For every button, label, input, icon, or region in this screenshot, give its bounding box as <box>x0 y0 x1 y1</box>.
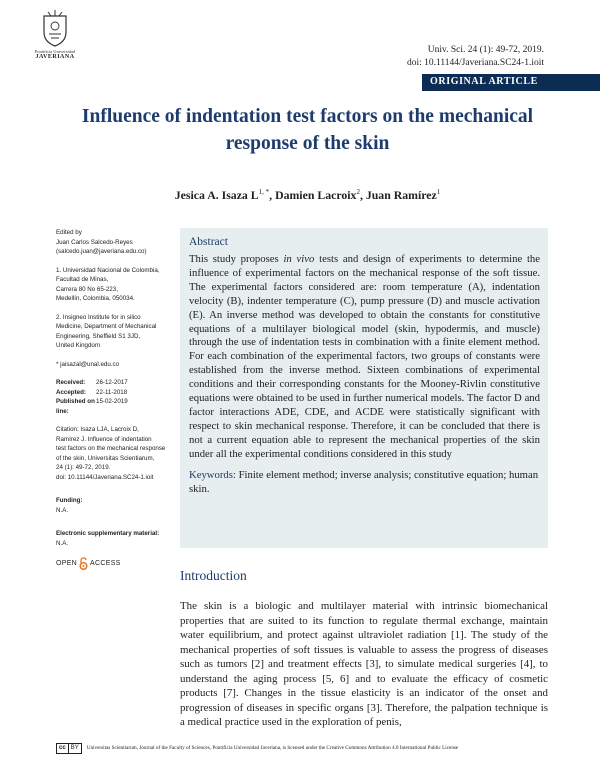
affiliation-line: 2. Insigneo Institute for in silico <box>56 313 141 321</box>
published-date: 15-02-2019 <box>96 398 128 405</box>
abstract-italic-term: in vivo <box>283 253 315 265</box>
accepted-label: Accepted: <box>56 388 86 396</box>
open-access-right: ACCESS <box>90 559 121 567</box>
citation-block <box>56 425 171 482</box>
citation-line: Citation: Isaza LJA, Lacroix D, <box>56 426 139 433</box>
author-name: Jesica A. Isaza L <box>174 188 259 202</box>
supplementary-label: Electronic supplementary material: <box>56 530 160 537</box>
dates-block <box>56 378 171 416</box>
open-access-badge <box>56 557 171 570</box>
citation-line: doi: 10.11144/Javeriana.SC24-1.ioit <box>56 473 154 481</box>
affiliation-1 <box>56 266 171 304</box>
paper-title <box>40 103 575 157</box>
received-date: 26-12-2017 <box>96 379 128 386</box>
citation-line: Ramírez J. Influence of indentation <box>56 435 152 443</box>
author-affiliation-mark: 1 <box>436 188 441 197</box>
received-label: Received: <box>56 379 86 386</box>
affiliation-line: Engineering, Sheffield S1 3JD, <box>56 332 141 340</box>
published-label: Published on line: <box>56 398 95 415</box>
author-affiliation-mark: 1, * <box>258 188 270 197</box>
citation-volume: Univ. Sci. 24 (1): 49-72, 2019. <box>427 45 544 55</box>
keywords <box>189 469 540 497</box>
author-name: Damien Lacroix <box>275 188 357 202</box>
accepted-date: 22-11-2018 <box>96 388 128 396</box>
introduction-heading: Introduction <box>180 568 247 583</box>
by-icon: BY <box>70 745 79 751</box>
affiliation-line: United Kingdom <box>56 342 101 349</box>
abstract-text-rest: tests and design of experiments to determine the influence of experimental factors on the mechanical response of the soft tissue. The experimental factors considered are: room temperature (A), indentation velocity (B), indenter temperature (C), pump pressure (D) and muscle activation (E). An inverse method was developed to obtain the constants for constitutive equations of a multilayer biological model (skin, hypodermis, and muscle) through the use of indentation tests in combination with a finite element method. For each combination of the experimental factors, two groups of constants were established from the inverse method. Sixteen combinations of experimental conditions and their corresponding constants for the Mooney-Rivlin constitutive equations were obtained to be used in further numerical models. The factor D and factor interactions ADE, CDE, and ACDE were statistically significant with respect to skin mechanical response. Therefore, it can be concluded that there is not a current equation able to represent the mechanical properties of the skin under all the experimental conditions considered in this study <box>189 253 541 460</box>
affiliation-line: Facultad de Minas, <box>56 276 109 283</box>
abstract-text-start: This study proposes <box>189 253 284 265</box>
cc-license-badge[interactable] <box>56 743 82 754</box>
citation-line: of the skin, Universitas Scientiarum, <box>56 454 155 462</box>
keywords-list: Finite element method; inverse analysis; constitutive equation; human skin. <box>189 468 539 495</box>
title-line-1: Influence of indentation test factors on the mechanical <box>81 106 534 127</box>
abstract-box <box>180 228 548 548</box>
crest-icon <box>40 10 70 48</box>
open-access-left: OPEN <box>56 559 78 567</box>
supplementary-block <box>56 529 171 548</box>
journal-citation <box>407 44 544 70</box>
author-name: Juan Ramírez <box>365 188 437 202</box>
citation-doi[interactable]: doi: 10.11144/Javeriana.SC24-1.ioit <box>406 58 544 68</box>
abstract-text <box>189 253 540 462</box>
article-sidebar <box>56 228 171 570</box>
affiliation-line: Carrera 80 No 65-223, <box>56 285 118 293</box>
license-footer <box>56 743 548 754</box>
license-note: Universitas Scientiarum, Journal of the Faculty of Sciences, Pontificia Universidad Javeriana, is licensed under the Creative Commons Attribution 4.0 International Public License <box>86 745 459 751</box>
logo-text-1: Pontificia Universidad <box>34 49 76 54</box>
supplementary-value: N.A. <box>56 539 69 547</box>
citation-line: 24 (1): 49-72, 2019. <box>56 464 111 471</box>
affiliation-line: Medellín, Colombia, 050034. <box>56 295 135 302</box>
editor-block <box>56 228 171 257</box>
affiliation-2 <box>56 313 171 351</box>
funding-block <box>56 496 171 515</box>
funding-label: Funding: <box>56 497 83 504</box>
affiliation-line: Medicine, Department of Mechanical <box>56 323 157 330</box>
author-affiliation-mark: 2 <box>356 188 360 197</box>
funding-value: N.A. <box>56 506 69 514</box>
introduction-text: The skin is a biologic and multilayer material with intrinsic biomechanical properties that are suited to its function to regulate thermal exchange, maintain water equilibrium, and protect against ultraviolet radiation [1]. The study of the mechanical properties of soft tissues is valuable to assess the progress of diseases such as tumors [2] and treatment effects [3], to simulate medical surgeries [4], to understand the aging process [5, 6] and to evaluate the efficacy of cosmetic products [7]. Changes in the tissue elasticity is an indicator of the onset and progression of diseases in specific organs [3]. Therefore, the palpation technique is a medical practice used in the exploration of penis, <box>180 600 548 728</box>
university-logo <box>20 10 90 66</box>
article-type-banner: ORIGINAL ARTICLE <box>422 74 600 91</box>
author-list: Jesica A. Isaza $L^{1, *}$, Damien Lacroix$^2$, Juan Ramírez$^1$ <box>174 188 441 202</box>
open-lock-icon <box>79 557 88 570</box>
abstract-heading: Abstract <box>189 236 228 248</box>
title-line-2: response of the skin <box>225 133 390 154</box>
logo-text-2: JAVERIANA <box>35 54 75 60</box>
correspondence-email[interactable]: * jaisazal@unal.edu.co <box>56 360 120 368</box>
editor-name: Juan Carlos Salcedo-Reyes <box>56 238 133 246</box>
affiliation-line: 1. Universidad Nacional de Colombia, <box>56 266 160 274</box>
edited-by-label: Edited by <box>56 229 82 236</box>
cc-icon: cc <box>57 744 69 753</box>
keywords-label: Keywords: <box>189 468 236 481</box>
citation-line: test factors on the mechanical response <box>56 445 166 452</box>
editor-email[interactable]: (salcedo.juan@javeriana.edu.co) <box>56 248 147 255</box>
